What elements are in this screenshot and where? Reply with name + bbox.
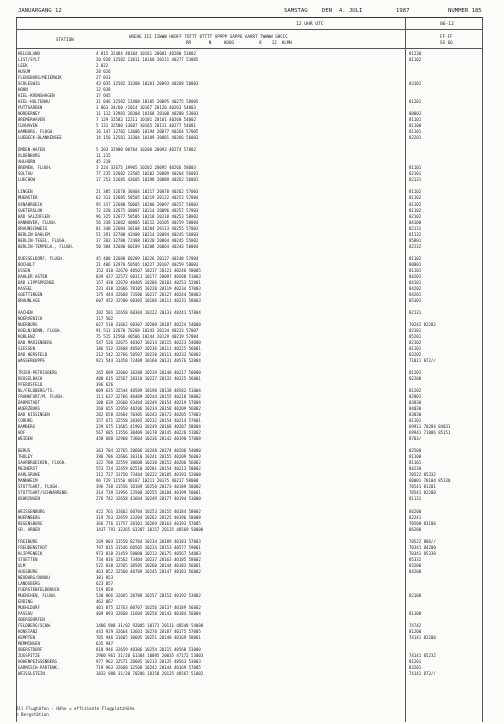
station-hv: 85332 — [409, 556, 422, 562]
station-name: GOETTINGEN — [18, 291, 43, 297]
time-range: 06-12 — [440, 22, 454, 27]
station-hv: 83101 — [409, 81, 422, 87]
station-name: KIEL-KRONSHAGEN — [18, 93, 55, 99]
station-name: LUEBECK-BLANKENSEE — [18, 135, 62, 141]
station-name: MUENSTER — [18, 195, 38, 201]
station-name: SAARBRUECKEN, FLUGH. — [18, 460, 67, 466]
station-name: SCHLESWIG — [18, 81, 40, 87]
station-data: 977 962 32571 20605 10213 20135 48563 53003 — [96, 659, 201, 665]
station-hv: 70522 886// — [409, 538, 436, 544]
station-data: 480 615 32567 20310 10227 20132 40225 56001 — [96, 376, 201, 382]
station-hv: 84201 — [409, 273, 422, 279]
station-hv: 81131 — [409, 496, 422, 502]
station-data: 553 724 32459 02510 10201 20154 40213 50002 — [96, 466, 201, 472]
station-hv: 81202 — [409, 388, 422, 394]
station-name: BREMEN, FLUGH. — [18, 165, 53, 171]
station-data: 31 046 32582 13408 10185 20095 40275 58005 — [96, 99, 199, 105]
day-label: SAMSTAG — [284, 8, 308, 14]
station-data: 1437 791 32365 63207 10157 20135 40569 50000 — [96, 526, 204, 532]
hv-column-header-bottom: SS 66 — [440, 40, 453, 45]
station-name: HELGOLAND — [18, 51, 40, 56]
station-name: KAHLER ASTEN — [18, 273, 48, 279]
station-name: BERLIN-DAHLEM — [18, 231, 50, 237]
station-data: 95 317 32680 50605 10206 20097 40257 56003 — [96, 201, 199, 207]
table-row — [16, 671, 496, 677]
station-data: 363 704 32765 20606 10248 20174 40206 54000 — [96, 448, 201, 454]
station-name: HOHENPEISSENBERG — [18, 659, 57, 665]
station-name: TRIER-PETRISBERG — [18, 370, 57, 376]
station-name: ERDING — [18, 598, 33, 604]
station-hv: 74141 872// — [409, 671, 436, 677]
station-hv: 81100 — [409, 454, 422, 460]
station-data: 401 875 32763 00707 10256 20137 40189 56002 — [96, 604, 201, 610]
station-name: NL/FELDBERG/TS. — [18, 388, 55, 394]
station-hv: 82102 — [409, 339, 422, 345]
station-name: GARMISCH-PARTENK. — [18, 665, 60, 671]
station-data: 719 963 32668 32508 10242 20144 40169 57005 — [96, 665, 201, 671]
station-data: 152 410 32670 40507 10217 20121 40246 58005 — [96, 267, 201, 273]
station-name: DEUSELBACH — [18, 376, 43, 382]
station-hv: 81101 — [409, 418, 422, 424]
station-hv: 84100 — [409, 219, 422, 225]
station-name: STOETTEN — [18, 556, 38, 562]
station-data: 319 763 32659 33204 10262 20125 40196 58008 — [96, 514, 201, 520]
station-hv: 81102 — [409, 255, 422, 261]
station-data: 108 639 32660 63404 10249 20154 40219 57004 — [96, 400, 201, 406]
station-name: AHLHORN — [18, 159, 36, 165]
station-hv: 81201 — [409, 659, 422, 665]
station-name: KLIPPENECK — [18, 550, 43, 556]
station-name: LIST/SYLT — [18, 57, 40, 63]
station-name: GUETERSLOH — [18, 207, 43, 213]
station-hv: 83830 — [409, 400, 422, 406]
station-hv: 85301 — [409, 297, 422, 303]
volume-label: JANUARGANG 12 — [18, 8, 62, 14]
station-data: 111 637 32766 40409 10244 20155 40218 58002 — [96, 394, 201, 400]
station-hv: 70541 82200 — [409, 490, 436, 496]
station-name: REGENSBURG — [18, 520, 43, 526]
station-data: 357 671 32558 20305 10232 20154 40214 57001 — [96, 418, 201, 424]
station-name: KONSTANZ — [18, 628, 38, 634]
station-name: KARLSRUHE — [18, 472, 40, 478]
station-name: MEINERST — [18, 466, 38, 472]
station-hv: 83201 — [409, 665, 422, 671]
station-data: 623 857 — [96, 580, 114, 586]
station-data: 157 430 32670 40405 10206 20103 40253 52001 — [96, 279, 201, 285]
station-hv: 82101 — [409, 171, 422, 177]
station-name: BERUS — [18, 448, 31, 454]
station-hv: 8703/ — [409, 436, 422, 442]
station-hv: 81230 — [409, 51, 422, 56]
station-name: KEMPTEN — [18, 634, 36, 640]
station-data: 276 742 32658 43604 10249 20177 40194 53000 — [96, 496, 201, 502]
station-hv: 71011 872// — [409, 358, 436, 364]
station-data: 21 305 32670 30404 10217 20078 40262 57003 — [96, 189, 199, 195]
station-data: 282 658 32664 70305 10243 20172 40205 57003 — [96, 412, 201, 418]
station-hv: 81102 — [409, 207, 422, 213]
station-data: 409 893 32668 11604 10258 20143 40184 56004 — [96, 610, 201, 616]
station-data: 422 761 32662 60704 10253 20155 40184 58002 — [96, 508, 201, 514]
station-data: 81 348 32684 30108 10204 20113 40255 57003 — [96, 225, 199, 231]
station-data: 322 708 32559 30608 10230 20152 40206 56002 — [96, 460, 201, 466]
station-name: OEHRINGEN — [18, 496, 40, 502]
station-name: PUTTGARDEN — [18, 105, 43, 111]
station-data: 62 313 32685 50505 10219 20122 40253 57004 — [96, 195, 199, 201]
station-name: ULM — [18, 562, 26, 568]
station-name: KOBLENZ — [18, 333, 36, 339]
station-data: 921 544 31450 72409 10160 20131 40576 52004 — [96, 358, 201, 364]
station-data: 462 867 — [96, 598, 114, 604]
station-hv: 82131 — [409, 309, 422, 315]
station-name: STUTTGART/SCHNARRENB. — [18, 490, 70, 496]
station-hv: 69941 71086 85151 — [409, 430, 451, 436]
station-name: PFERDSFELD — [18, 382, 43, 388]
station-name: MEMMINGEN — [18, 640, 40, 646]
station-hv: 81101 — [409, 129, 422, 135]
station-data: 96 325 32677 50505 10218 20110 40253 58002 — [96, 213, 199, 219]
station-data: 3 224 32675 19905 10202 20095 40266 58003 — [96, 165, 196, 171]
station-name: OBERSTDORF — [18, 646, 43, 652]
station-hv: 81102 — [409, 57, 422, 63]
station-data: 28 026 — [96, 69, 111, 75]
station-data: 797 815 31546 60505 10234 20153 40577 59001 — [96, 544, 201, 550]
station-name: OLDENBURG — [18, 153, 40, 159]
station-data: 231 438 32666 70105 10220 20119 40234 57003 — [96, 285, 201, 291]
station-name: HOF — [18, 430, 26, 436]
station-name: MUEHLDORF — [18, 604, 40, 610]
station-name: BRAUNSCHWEIG — [18, 225, 48, 231]
year-label: 1987 — [396, 8, 410, 14]
station-data: 91 513 32670 70208 10243 20134 40233 57007 — [96, 327, 199, 333]
station-name: HANNOVER, FLUGH. — [18, 219, 57, 225]
station-name: WUERZBURG — [18, 406, 40, 412]
station-data: 705 946 31665 30605 10251 20140 40169 58001 — [96, 634, 201, 640]
station-hv: 82200 — [409, 376, 422, 382]
station-hv: 80002 — [409, 111, 422, 117]
station-data: 45 400 32680 60209 10226 20127 40248 57004 — [96, 255, 199, 261]
station-name: KIEL-HOLTENAU — [18, 99, 50, 105]
station-name: ZUGSPITZE — [18, 653, 40, 658]
station-name: HOHN — [18, 87, 28, 93]
station-name: WEISSENBURG — [18, 508, 45, 514]
station-name: AACHEN — [18, 309, 33, 315]
station-name: LANDSBERG — [18, 580, 40, 586]
station-name: FELDBERG/SCHW. — [18, 622, 53, 628]
station-data: 810 946 32659 40306 10254 20115 40568 53000 — [96, 646, 201, 652]
station-data: 239 675 11665 41903 10249 20168 40207 58004 — [96, 424, 201, 430]
station-data: 519 858 — [96, 586, 114, 592]
station-data: 2 022 — [96, 63, 109, 69]
station-name: LUECHOW — [18, 177, 36, 183]
station-name: BAD LIPPSPRINGE — [18, 279, 55, 285]
station-data: 20 020 32582 13011 10160 20111 40277 53005 — [96, 57, 199, 63]
station-data: 27 033 — [96, 75, 111, 81]
station-hv: 74742 — [409, 622, 422, 628]
station-data: 635 947 — [96, 640, 114, 646]
station-name: KASSEL — [18, 285, 33, 291]
station-hv: 81201 — [409, 99, 422, 105]
station-name: BREMERHAVEN — [18, 117, 45, 123]
station-hv: 81101 — [409, 345, 422, 351]
station-hv: 81101 — [409, 460, 422, 466]
station-hv: 85801 — [409, 237, 422, 243]
station-hv: 81100 — [409, 610, 422, 616]
station-data: 45 218 — [96, 159, 111, 165]
station-data: 366 776 31757 20101 10269 20163 40193 57005 — [96, 520, 201, 526]
station-hv: 70541 81201 — [409, 484, 436, 490]
station-name: LINGEN — [18, 189, 33, 195]
station-data: 530 866 32665 20708 10257 20152 40192 53002 — [96, 592, 201, 598]
station-data: 117 502 — [96, 315, 114, 321]
header-rule — [16, 17, 482, 18]
station-hv: 82801 — [409, 394, 422, 400]
station-name: DUESSELDORF, FLUGH. — [18, 255, 65, 261]
station-name: ESSEN — [18, 267, 31, 273]
station-hv: 81101 — [409, 117, 422, 123]
station-hv: 82131 — [409, 225, 422, 231]
station-data: 522 838 32565 30505 10260 20144 40183 56001 — [96, 562, 201, 568]
station-hv: 70522 85332 — [409, 472, 436, 478]
station-hv: 86200 — [409, 526, 422, 532]
station-name: BAD MARIENBERG — [18, 339, 53, 345]
units-column-header: RR N HOOO 8 12 HLMH — [186, 40, 292, 45]
station-data: 607 452 32580 60305 10186 20111 40231 58003 — [96, 297, 201, 303]
station-hv: 84101 — [409, 279, 422, 285]
codes-column-header: WOEHE III IIWWW HOOFF TDTTT DTTTT VPPPP SAPP6 AARRT TWWWW SHCCC — [129, 34, 288, 39]
station-data: 17 253 32685 43605 10198 20089 40262 56001 — [96, 177, 199, 183]
station-name: SOLTAU — [18, 171, 33, 177]
station-name: BAD KISSINGEN — [18, 412, 50, 418]
station-name: COBURG — [18, 418, 33, 424]
station-hv: 83202 — [409, 352, 422, 357]
station-hv: 81102 — [409, 189, 422, 195]
station-hv: 82102 — [409, 213, 422, 219]
station-hv: 83200 — [409, 562, 422, 568]
station-name: GR. ARBER — [18, 526, 40, 532]
station-name: EMDEN-HAFEN — [18, 147, 45, 153]
station-data: 96 729 11556 40107 10211 20175 40217 50000 — [96, 478, 199, 484]
station-data: 396 626 — [96, 382, 114, 388]
date-label: DEN 4. JULI — [322, 8, 363, 14]
station-name: WEIDEN — [18, 436, 33, 442]
footnote — [16, 706, 135, 718]
station-data: 11 112 32981 20308 10168 20100 40280 53003 — [96, 111, 199, 117]
station-name: HUSUM — [18, 69, 31, 75]
station-name: BRAUNLAGE — [18, 297, 40, 303]
station-data: 72 320 32675 30007 10214 20096 40257 57003 — [96, 207, 199, 213]
station-data: 3 063 34/60 /2014 10167 20120 40263 54003 — [96, 105, 196, 111]
station-name: MUENCHEN, FLUGH. — [18, 592, 57, 598]
station-name: FUERSTENFELDBRUCK — [18, 586, 60, 592]
station-data: 5 203 32980 00704 10200 20093 40274 57002 — [96, 147, 196, 153]
station-data: 627 510 31662 60307 10200 20107 40224 54000 — [96, 321, 201, 327]
station-name: OSNABRUECK — [18, 201, 43, 207]
station-data: 75 515 32566 40506 10244 20129 40219 57004 — [96, 333, 199, 339]
station-data: 43 035 32582 33308 10201 20093 40268 58003 — [96, 81, 199, 87]
issue-number: NUMMER 185 — [448, 8, 482, 14]
station-data: 77 235 32682 23505 10202 20089 40264 56003 — [96, 171, 199, 177]
station-data: 734 836 32562 73404 10237 20163 40185 58002 — [96, 556, 201, 562]
station-name: STUTTGART, FLUGH. — [18, 484, 60, 490]
station-hv: 69911 70284 84831 — [409, 424, 451, 430]
station-name: BAD SALZUFLEN — [18, 213, 50, 219]
station-data: 438 688 32960 73604 10236 20142 40198 57008 — [96, 436, 201, 442]
station-data: 839 427 32572 60311 10177 20097 40588 51003 — [96, 273, 201, 279]
station-name: NEUBURG/DONAU — [18, 574, 50, 580]
station-data: 12 038 — [96, 87, 111, 93]
station-name: BAD HERSFELD — [18, 352, 48, 357]
station-hv: 74141 85232 — [409, 653, 436, 658]
station-name: DARMSTADT — [18, 400, 40, 406]
station-data: 212 542 32766 50507 10230 20111 40233 56002 — [96, 352, 201, 357]
report-header — [16, 6, 496, 17]
station-hv: 81101 — [409, 165, 422, 171]
station-data: 2960 961 31/20 61304 10095 20035 47172 53003 — [96, 653, 204, 658]
station-data: 396 706 32666 10310 10241 20155 40209 56003 — [96, 454, 201, 460]
station-hv: 81101 — [409, 267, 422, 273]
column-header-rule — [16, 48, 482, 49]
station-data: 11 215 — [96, 153, 111, 159]
station-hv: 82232 — [409, 243, 422, 249]
station-data: 381 853 — [96, 574, 114, 580]
station-data: 112 727 31750 73404 10222 20185 40193 52000 — [96, 472, 201, 478]
station-hv: 84201 — [409, 291, 422, 297]
station-data: 1486 908 31/02 92005 10171 20111 48548 54000 — [96, 622, 204, 628]
station-hv: 84200 — [409, 508, 422, 514]
footnote-line-1: Bll Flughäfen - Höhe = effiziente Flugplatzhöhe — [16, 706, 135, 711]
station-name: CUXHAVEN — [18, 123, 38, 129]
station-data: 175 444 32668 73506 10217 20127 40244 58003 — [96, 291, 201, 297]
station-name: GIESSEN — [18, 345, 36, 351]
station-name: HAMBURG, FLUGH. — [18, 129, 55, 135]
station-name: MANNHEIM — [18, 478, 38, 484]
station-hv: 84202 — [409, 285, 422, 291]
station-name: THOLEY — [18, 454, 33, 460]
station-data: 4 015 32484 40104 10161 20081 40280 53002 — [96, 51, 196, 56]
station-data: 1832 980 31/20 70206 10150 20125 48567 51002 — [96, 671, 204, 677]
station-name: BERLIN-TEMPELH., FLUGH. — [18, 243, 75, 249]
station-hv: 82131 — [409, 177, 422, 183]
station-name: FREUDENSTADT — [18, 544, 48, 550]
station-hv: 81132 — [409, 231, 422, 237]
station-name: WEISSLSTEIN — [18, 671, 45, 677]
station-hv: 81102 — [409, 195, 422, 201]
hv-column-header-top: FF-FF — [440, 34, 453, 39]
station-name: NUERNBERG — [18, 514, 40, 520]
station-hv: 85201 — [409, 333, 422, 339]
station-name: PASSAU — [18, 610, 33, 616]
station-name: AUGSBURG — [18, 568, 38, 574]
station-hv: 70341 84200 — [409, 544, 436, 550]
station-data: 7 129 32582 12211 10181 20101 40268 54002 — [96, 117, 196, 123]
station-hv: 82100 — [409, 592, 422, 598]
station-name: BERLIN-TEGEL, FLUGH. — [18, 237, 67, 243]
station-data: 567 685 11556 30409 10178 20145 40226 51002 — [96, 430, 201, 436]
station-name: NOERVENICH — [18, 315, 43, 321]
footnote-line-2: © Bergstätion — [16, 712, 49, 717]
station-hv: 60001 70184 85130 — [409, 478, 451, 484]
station-data: 202 501 32658 60304 10222 20133 40241 57004 — [96, 309, 201, 315]
station-data: 37 382 32780 72408 10220 20064 40245 55002 — [96, 237, 199, 243]
station-data: 265 609 32660 10208 10239 20140 40217 50000 — [96, 370, 201, 376]
station-hv: 80001 — [409, 261, 422, 267]
station-name: FREIBURG — [18, 538, 38, 544]
station-name: BAMBERG — [18, 424, 36, 430]
station-name: WASSERKUPPE — [18, 358, 45, 364]
station-hv: 82201 — [409, 135, 422, 141]
station-hv: 70500 83100 — [409, 520, 436, 526]
station-name: OBERSDORFEN — [18, 616, 45, 622]
station-hv: 84030 — [409, 406, 422, 412]
station-name: NUERBURG — [18, 321, 38, 327]
station-hv: 81100 — [409, 123, 422, 129]
station-data: 547 526 32675 40307 10214 20115 40223 54000 — [96, 339, 201, 345]
station-data: 809 635 32544 40509 10198 20138 48582 51004 — [96, 388, 201, 394]
station-hv: 81200 — [409, 628, 422, 634]
station-name: BOCHOLT — [18, 261, 36, 267]
station-data: 21 406 32970 50505 10227 20107 40259 58003 — [96, 261, 199, 267]
station-hv: 74141 82200 — [409, 634, 436, 640]
station-name: KOELN/BONN, FLUGH. — [18, 327, 62, 333]
station-hv: 81102 — [409, 201, 422, 207]
subheader-rule — [16, 29, 482, 30]
utc-label: 12 UHR UTC — [296, 22, 324, 27]
station-hv: 84230 — [409, 466, 422, 472]
station-hv: 81201 — [409, 370, 422, 376]
station-hv: 70242 82202 — [409, 321, 436, 327]
station-hv: 82500 — [409, 448, 422, 454]
station-data: 268 655 32958 40206 10234 20158 40209 56002 — [96, 406, 201, 412]
station-data: 56 338 32682 40805 10212 20105 40259 58004 — [96, 219, 199, 225]
station-data: 51 391 32780 43408 10214 20094 40245 56003 — [96, 231, 199, 237]
station-hv: 83101 — [409, 327, 422, 333]
station-data: 14 156 32581 33304 10189 20081 40266 56003 — [96, 135, 199, 141]
station-data: 443 929 32664 13601 10278 20187 40175 57005 — [96, 628, 201, 634]
station-hv: 82241 — [409, 514, 422, 520]
station-name: FLENSBURG/MEIERWIK — [18, 75, 62, 81]
station-data: 17 045 — [96, 93, 111, 99]
station-hv: 70341 85330 — [409, 550, 436, 556]
station-data: 50 384 32680 60109 10208 20064 40243 58004 — [96, 243, 199, 249]
station-name: NORDERNEY — [18, 111, 40, 117]
station-column-header: STATION — [56, 37, 74, 42]
station-data: 5 131 32580 13607 10165 20111 40277 54001 — [96, 123, 196, 129]
station-name: FRANKFURT/M, FLUGH. — [18, 394, 65, 400]
station-hv: 84200 — [409, 568, 422, 574]
station-name: LEEK — [18, 63, 28, 69]
station-data: 396 738 31556 10109 10250 20173 40189 58002 — [96, 484, 201, 490]
station-data: 269 803 31550 82704 10234 20189 40183 57003 — [96, 538, 201, 544]
station-data: 461 852 32560 40709 10245 20147 40183 56002 — [96, 568, 201, 574]
station-data: 973 818 31459 50000 10213 20175 40567 54003 — [96, 550, 201, 556]
station-hv: 83030 — [409, 412, 422, 418]
station-data: 16 147 32782 13606 10194 20077 40264 57005 — [96, 129, 199, 135]
station-data: 186 532 32668 40507 10236 20111 40225 56001 — [96, 345, 201, 351]
station-data: 314 739 31956 23508 10255 20184 40199 50001 — [96, 490, 201, 496]
